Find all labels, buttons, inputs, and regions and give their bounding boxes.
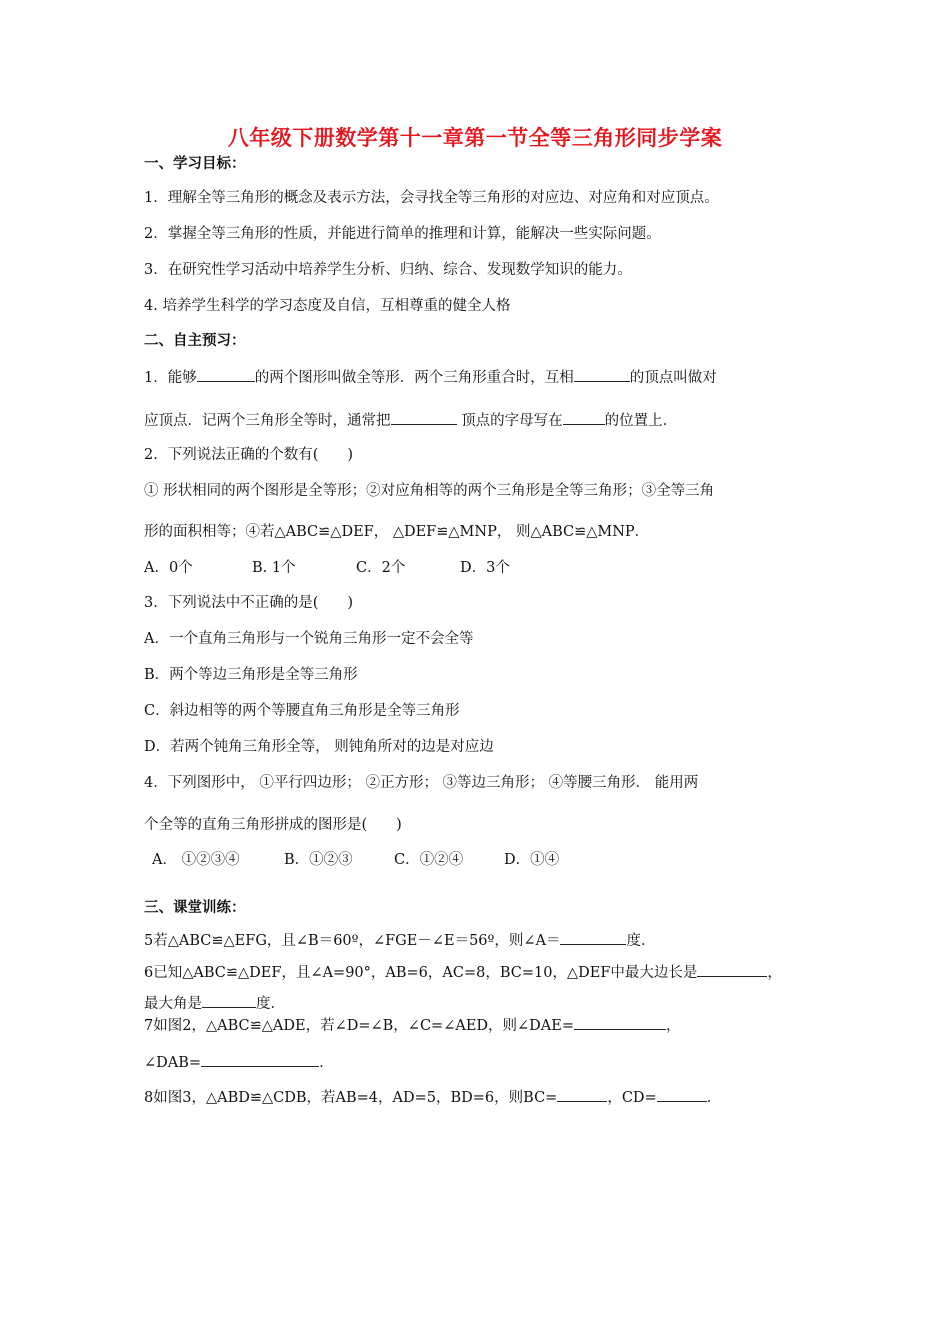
q5-text-b: 度．: [626, 933, 656, 949]
question-4-line-2: 个全等的直角三角形拼成的图形是( ): [144, 817, 402, 833]
section-heading-preview: 二、自主预习：: [144, 333, 246, 349]
q5-text-a: 5若△ABC≌△EFG，且∠B＝60º，∠FGE－∠E＝56º，则∠A＝: [144, 933, 561, 949]
q7-text-c: ∠DAB=: [144, 1055, 202, 1071]
option-c[interactable]: C．2个: [356, 560, 406, 576]
q1-text-a: 1．能够: [144, 370, 197, 386]
question-1-line-1: [144, 367, 717, 388]
question-7-line-1: [144, 1015, 681, 1036]
option-d[interactable]: D．3个: [460, 560, 510, 576]
option-a[interactable]: A． ①②③④: [152, 852, 240, 868]
section-heading-objectives: 一、学习目标：: [144, 156, 246, 172]
question-8: [144, 1087, 721, 1108]
question-6-line-1: [144, 962, 782, 983]
option-c[interactable]: C．①②④: [394, 852, 464, 868]
answer-blank[interactable]: [574, 1015, 666, 1030]
q1-text-e: 顶点的字母写在: [456, 413, 563, 429]
section-heading-practice: 三、课堂训练：: [144, 900, 246, 916]
q1-text-c: 的顶点叫做对: [629, 370, 717, 386]
question-6-line-2: [144, 993, 285, 1014]
answer-blank[interactable]: [560, 930, 626, 945]
option-c[interactable]: C．斜边相等的两个等腰直角三角形是全等三角形: [144, 703, 460, 719]
answer-blank[interactable]: [197, 367, 255, 382]
answer-blank[interactable]: [391, 410, 457, 425]
q8-text-a: 8如图3，△ABD≌△CDB，若AB=4，AD=5，BD=6，则BC=: [144, 1090, 558, 1106]
q6-text-b: ，: [767, 965, 782, 981]
objective-item: 1．理解全等三角形的概念及表示方法，会寻找全等三角形的对应边、对应角和对应顶点。: [144, 190, 719, 206]
question-2-statements-line-1: ① 形状相同的两个图形是全等形；②对应角相等的两个三角形是全等三角形；③全等三角: [144, 483, 715, 499]
answer-blank[interactable]: [657, 1087, 707, 1102]
question-3: 3．下列说法中不正确的是( ): [144, 595, 354, 611]
question-2-statements-line-2: 形的面积相等；④若△ABC≌△DEF， △DEF≌△MNP， 则△ABC≌△MNP．: [144, 524, 650, 540]
question-1-line-2: [144, 410, 677, 431]
q1-text-d: 应顶点．记两个三角形全等时，通常把: [144, 413, 391, 429]
answer-blank[interactable]: [557, 1087, 607, 1102]
option-b[interactable]: B．①②③: [284, 852, 353, 868]
answer-blank[interactable]: [563, 410, 605, 425]
answer-blank[interactable]: [201, 1052, 319, 1067]
q8-text-c: ．: [706, 1090, 722, 1106]
question-5: [144, 930, 655, 951]
option-d[interactable]: D．①④: [504, 852, 560, 868]
q6-text-a: 6已知△ABC≌△DEF，且∠A=90°，AB=6，AC=8，BC=10，△DEF中最大边长是: [144, 965, 698, 981]
option-a[interactable]: A．一个直角三角形与一个锐角三角形一定不会全等: [144, 631, 474, 647]
question-2-options: [144, 558, 510, 578]
answer-blank[interactable]: [202, 993, 256, 1008]
option-a[interactable]: A．0个: [144, 560, 193, 576]
option-b[interactable]: B. 1个: [252, 560, 296, 576]
question-7-line-2: [144, 1052, 334, 1073]
q7-text-a: 7如图2，△ABC≌△ADE，若∠D=∠B，∠C=∠AED，则∠DAE=: [144, 1018, 575, 1034]
q1-text-b: 的两个图形叫做全等形．两个三角形重合时，互相: [254, 370, 574, 386]
option-d[interactable]: D．若两个钝角三角形全等， 则钝角所对的边是对应边: [144, 739, 494, 755]
objective-item: 4. 培养学生科学的学习态度及自信，互相尊重的健全人格: [144, 298, 511, 314]
question-4-line-1: 4．下列图形中， ①平行四边形； ②正方形； ③等边三角形； ④等腰三角形． 能用两: [144, 775, 699, 791]
objective-item: 2．掌握全等三角形的性质，并能进行简单的推理和计算，能解决一些实际问题。: [144, 226, 661, 242]
q7-text-b: ，: [666, 1018, 681, 1034]
question-4-options: [152, 850, 559, 870]
q8-text-b: ，CD=: [607, 1090, 657, 1106]
q6-text-d: 度．: [256, 996, 285, 1012]
q7-text-d: ．: [319, 1055, 334, 1071]
objective-item: 3．在研究性学习活动中培养学生分析、归纳、综合、发现数学知识的能力。: [144, 262, 632, 278]
option-b[interactable]: B．两个等边三角形是全等三角形: [144, 667, 358, 683]
answer-blank[interactable]: [697, 962, 767, 977]
page-title: 八年级下册数学第十一章第一节全等三角形同步学案: [227, 126, 723, 150]
q1-text-f: 的位置上．: [604, 413, 678, 429]
answer-blank[interactable]: [574, 367, 630, 382]
question-2: 2．下列说法正确的个数有( ): [144, 447, 354, 463]
q6-text-c: 最大角是: [144, 996, 202, 1012]
